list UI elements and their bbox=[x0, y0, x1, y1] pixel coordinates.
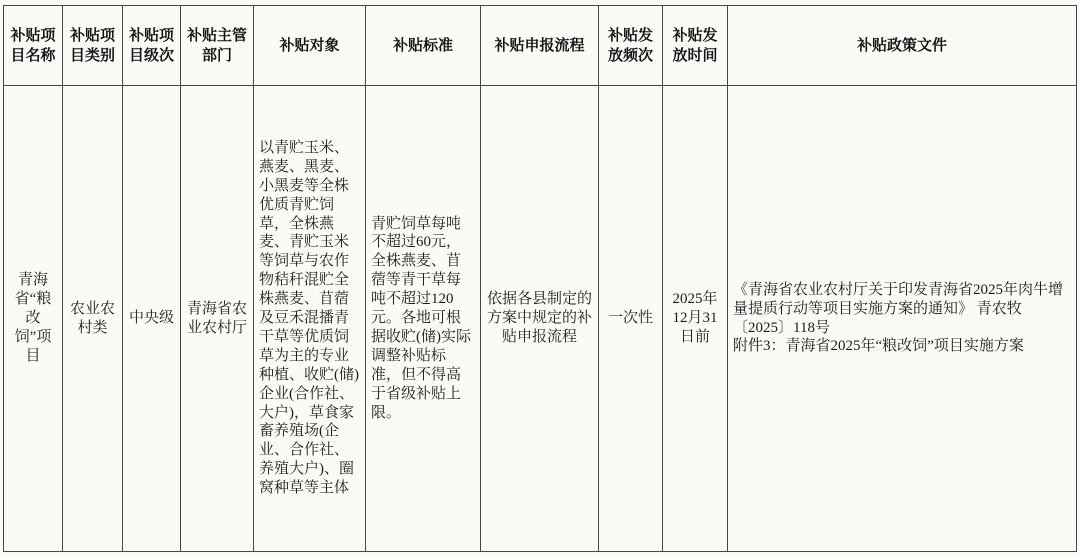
cell-category: 农业农村类 bbox=[63, 86, 123, 552]
column-header-department: 补贴主管部门 bbox=[181, 6, 254, 86]
column-header-category: 补贴项目类别 bbox=[63, 6, 123, 86]
cell-frequency: 一次性 bbox=[599, 86, 663, 552]
table-row bbox=[4, 86, 1077, 552]
cell-process: 依据各县制定的方案中规定的补贴申报流程 bbox=[481, 86, 599, 552]
column-header-standard: 补贴标准 bbox=[366, 6, 481, 86]
policy-doc-notice: 《青海省农业农村厅关于印发青海省2025年肉牛增量提质行动等项目实施方案的通知》 青农牧〔2025〕118号 bbox=[733, 281, 1064, 336]
cell-project-name: 青海省“粮改饲”项目 bbox=[4, 86, 63, 552]
column-header-frequency: 补贴发放频次 bbox=[599, 6, 663, 86]
cell-level: 中央级 bbox=[123, 86, 181, 552]
column-header-project-name: 补贴项目名称 bbox=[4, 6, 63, 86]
column-header-level: 补贴项目级次 bbox=[123, 6, 181, 86]
column-header-process: 补贴申报流程 bbox=[481, 6, 599, 86]
cell-target: 以青贮玉米、燕麦、黑麦、小黑麦等全株优质青贮饲草，全株燕麦、青贮玉米等饲草与农作物秸秆混贮全株燕麦、苜蓿及豆禾混播青干草等优质饲草为主的专业种植、收贮(储)企业(合作社、大户)，草食家畜养殖场(企业、合作社、养殖大户)、圈窝种草等主体 bbox=[254, 86, 366, 552]
subsidy-table bbox=[3, 5, 1077, 552]
table-header-row bbox=[4, 6, 1077, 86]
column-header-target: 补贴对象 bbox=[254, 6, 366, 86]
cell-department: 青海省农业农村厅 bbox=[181, 86, 254, 552]
cell-policy-doc bbox=[728, 86, 1077, 552]
cell-standard: 青贮饲草每吨不超过60元，全株燕麦、苜蓿等青干草每吨不超过120元。各地可根据收贮(储)实际调整补贴标准，但不得高于省级补贴上限。 bbox=[366, 86, 481, 552]
policy-doc-attachment: 附件3：青海省2025年“粮改饲”项目实施方案 bbox=[733, 338, 1024, 355]
cell-time: 2025年12月31日前 bbox=[663, 86, 728, 552]
column-header-time: 补贴发放时间 bbox=[663, 6, 728, 86]
column-header-policy-doc: 补贴政策文件 bbox=[728, 6, 1077, 86]
